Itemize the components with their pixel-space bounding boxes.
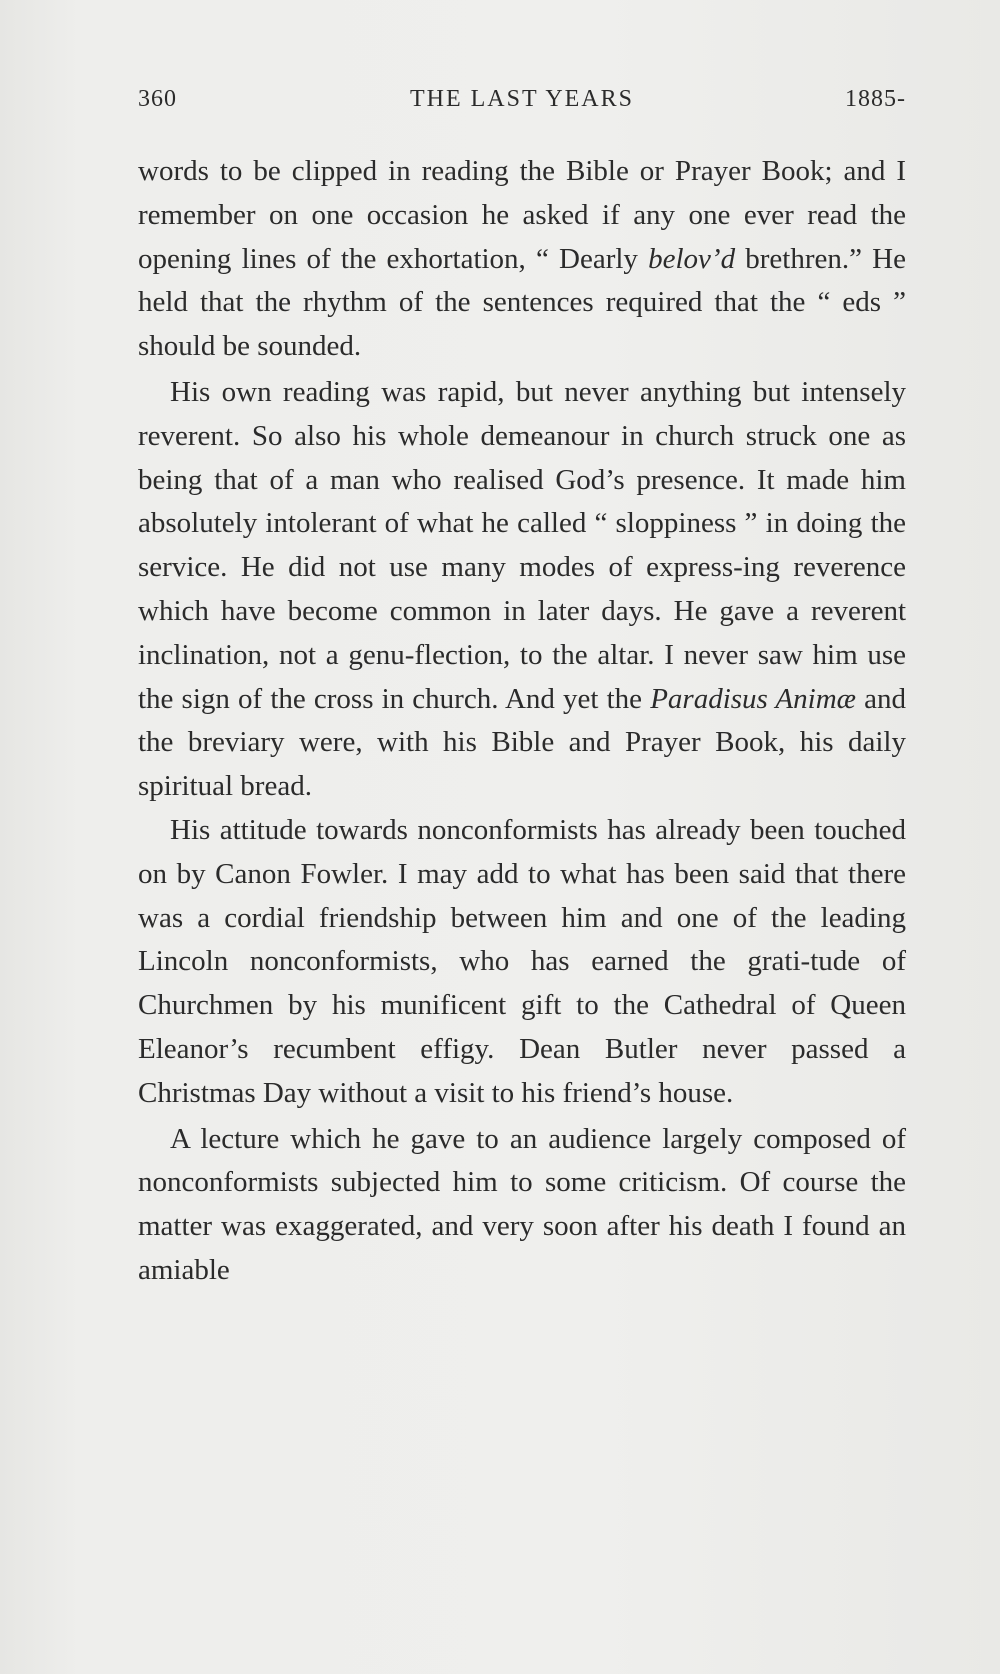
body-text	[138, 150, 906, 1293]
text-segment: words to be clipped in reading the Bible or Prayer Book; and I remember on one occasion he asked if any one ever read the opening lines of the exhortation, “ Dearly	[138, 155, 906, 275]
text-segment: His attitude towards nonconformists has already been touched on by Canon Fowler. I may add to what has been said that there was a cordial friendship between him and one of the leading Lincoln nonconformists, who has earned the grati-tude of Churchmen by his munificent gift to the Cathedral of Queen Eleanor’s recumbent effigy. Dean Butler never passed a Christmas Day without a visit to his friend’s house.	[138, 813, 906, 1109]
page-number: 360	[138, 86, 177, 112]
paragraph-1	[138, 150, 906, 369]
text-segment: and the breviary were, with his Bible and Prayer Book, his daily spiritual bread.	[138, 682, 906, 803]
text-segment: His own reading was rapid, but never anything but intensely reverent. So also his whole demeanour in church struck one as being that of a man who realised God’s presence. It made him absolutely intolerant of what he called “ sloppiness ” in doing the service. He did not use many modes of express-ing reverence which have become common in later days. He gave a reverent inclination, not a genu-flection, to the altar. I never saw him use the sign of the cross in church. And yet the	[138, 375, 906, 715]
running-title: THE LAST YEARS	[409, 86, 634, 112]
text-segment: A lecture which he gave to an audience largely composed of nonconformists subjected him to some criticism. Of course the matter was exaggerated, and very soon after his death I found an amiable	[138, 1122, 906, 1286]
italic-text: Paradisus Animæ	[650, 682, 856, 715]
text-segment: brethren.” He held that the rhythm of the sentences required that the “ eds ” should be sounded.	[138, 242, 906, 363]
running-head	[138, 86, 906, 122]
paragraph-4	[138, 1118, 906, 1293]
paragraph-2	[138, 371, 906, 809]
year-range: 1885-	[845, 86, 906, 112]
italic-text: belov’d	[648, 242, 736, 275]
paragraph-3	[138, 809, 906, 1116]
